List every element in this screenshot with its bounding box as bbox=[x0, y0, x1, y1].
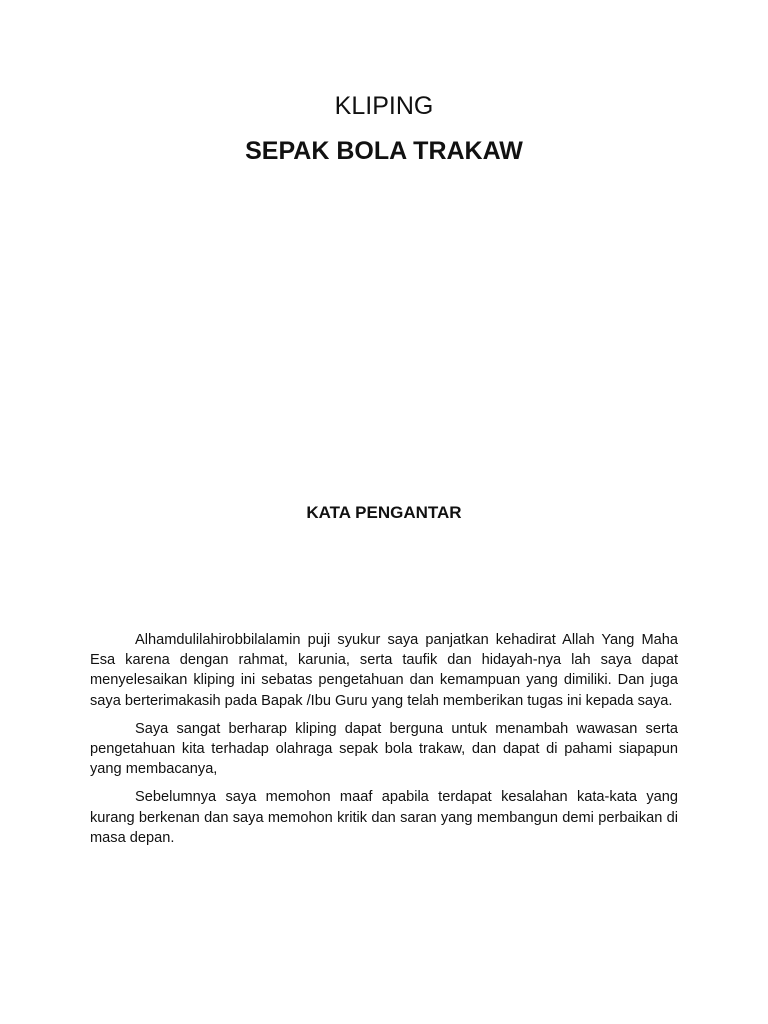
paragraph: Sebelumnya saya memohon maaf apabila terdapat kesalahan kata-kata yang kurang berkenan dan saya memohon kritik dan saran yang membangun demi perbaikan di masa depan. bbox=[90, 789, 678, 846]
paragraph: Alhamdulilahirobbilalamin puji syukur saya panjatkan kehadirat Allah Yang Maha Esa karena dengan rahmat, karunia, serta taufik dan hidayah-nya lah saya dapat menyelesaikan kliping ini sebatas pengetahuan dan kemampuan yang dimiliki. Dan juga saya berterimakasih pada Bapak /Ibu Guru yang telah memberikan tugas ini kepada saya. bbox=[90, 632, 678, 709]
body-text bbox=[90, 630, 678, 856]
paragraph: Saya sangat berharap kliping dapat berguna untuk menambah wawasan serta pengetahuan kita terhadap olahraga sepak bola trakaw, dan dapat di pahami siapapun yang membacanya, bbox=[90, 720, 678, 778]
document-title: KLIPING bbox=[334, 92, 434, 120]
document-subtitle: SEPAK BOLA TRAKAW bbox=[245, 137, 523, 165]
section-heading: KATA PENGANTAR bbox=[306, 503, 462, 522]
